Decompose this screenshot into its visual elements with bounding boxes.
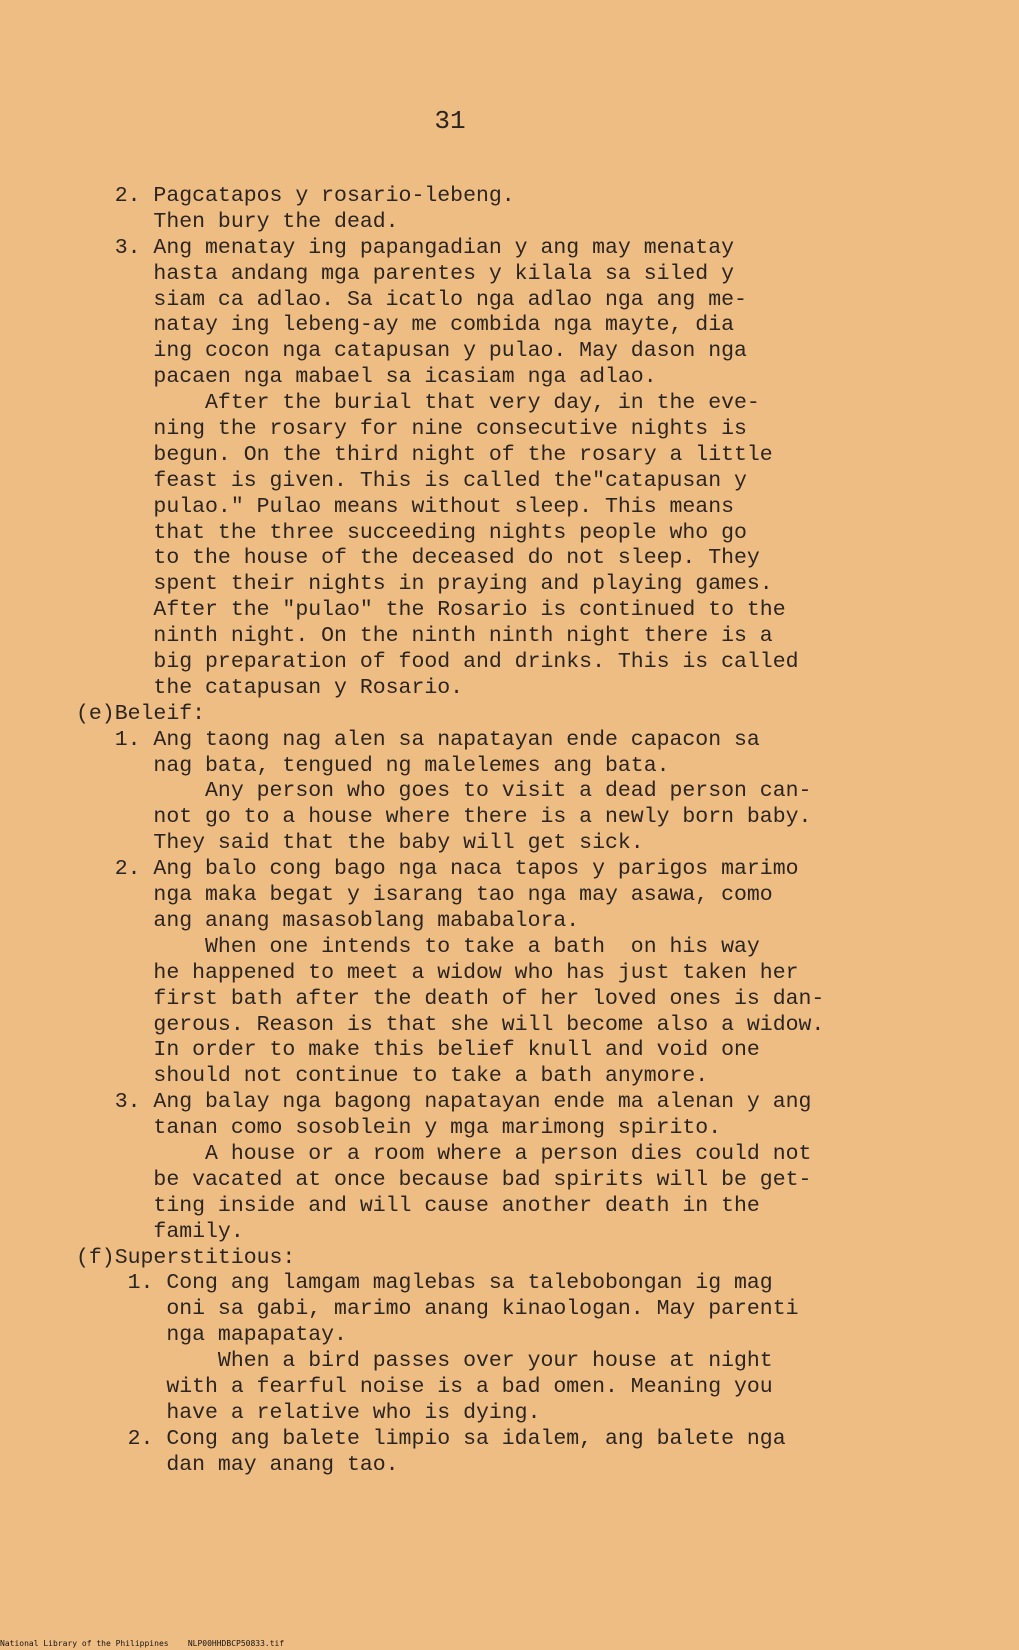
text-line: spent their nights in praying and playing games. bbox=[76, 572, 773, 597]
text-line: the catapusan y Rosario. bbox=[76, 675, 464, 700]
text-line: 2. Cong ang balete limpio sa idalem, ang balete nga bbox=[76, 1426, 786, 1451]
text-line: When one intends to take a bath on his way bbox=[76, 934, 760, 959]
text-line: first bath after the death of her loved ones is dan- bbox=[76, 986, 825, 1011]
text-line: natay ing lebeng-ay me combida nga mayte, dia bbox=[76, 313, 735, 338]
section-heading: (e)Beleif: bbox=[76, 701, 206, 726]
text-line: 2. Pagcatapos y rosario-lebeng. bbox=[76, 184, 515, 208]
text-line: ang anang masasoblang mababalora. bbox=[76, 908, 580, 933]
text-line: ing cocon nga catapusan y pulao. May dason nga bbox=[76, 339, 747, 364]
text-line: nga mapapatay. bbox=[76, 1323, 347, 1348]
text-line: pulao." Pulao means without sleep. This means bbox=[76, 494, 735, 519]
text-line: ning the rosary for nine consecutive nights is bbox=[76, 417, 747, 442]
text-line: to the house of the deceased do not sleep. They bbox=[76, 546, 760, 571]
text-line: gerous. Reason is that she will become also a widow. bbox=[76, 1012, 825, 1037]
text-line: 3. Ang menatay ing papangadian y ang may menatay bbox=[76, 235, 735, 260]
text-line: pacaen nga mabael sa icasiam nga adlao. bbox=[76, 365, 657, 390]
text-line: be vacated at once because bad spirits will be get- bbox=[76, 1167, 812, 1192]
text-line: oni sa gabi, marimo anang kinaologan. May parenti bbox=[76, 1297, 799, 1322]
text-line: 3. Ang balay nga bagong napatayan ende ma alenan y ang bbox=[76, 1090, 812, 1115]
text-line: begun. On the third night of the rosary a little bbox=[76, 442, 773, 467]
text-line: nag bata, tengued ng malelemes ang bata. bbox=[76, 753, 670, 778]
text-line: In order to make this belief knull and void one bbox=[76, 1038, 760, 1063]
text-line: not go to a house where there is a newly born baby. bbox=[76, 805, 812, 830]
text-line: feast is given. This is called the"catapusan y bbox=[76, 468, 747, 493]
text-line: After the burial that very day, in the eve- bbox=[76, 391, 760, 416]
text-line: 1. Cong ang lamgam maglebas sa talebobongan ig mag bbox=[76, 1271, 773, 1296]
text-line: nga maka begat y isarang tao nga may asawa, como bbox=[76, 883, 773, 908]
text-line: with a fearful noise is a bad omen. Meaning you bbox=[76, 1374, 773, 1399]
text-line: family. bbox=[76, 1219, 244, 1244]
footer-file-id: NLP00HHDBCP50833.tif bbox=[187, 1639, 285, 1648]
text-line: ninth night. On the ninth ninth night there is a bbox=[76, 624, 773, 649]
archive-footer bbox=[0, 1639, 1019, 1648]
text-line: A house or a room where a person dies could not bbox=[76, 1141, 812, 1166]
text-line: 2. Ang balo cong bago nga naca tapos y parigos marimo bbox=[76, 857, 799, 882]
text-line: Then bury the dead. bbox=[76, 209, 399, 234]
text-line: should not continue to take a bath anymore. bbox=[76, 1064, 709, 1089]
text-line: he happened to meet a widow who has just taken her bbox=[76, 960, 799, 985]
text-line: have a relative who is dying. bbox=[76, 1400, 541, 1425]
text-line: hasta andang mga parentes y kilala sa siled y bbox=[76, 261, 735, 286]
text-line: that the three succeeding nights people who go bbox=[76, 520, 747, 545]
text-line: When a bird passes over your house at night bbox=[76, 1349, 773, 1374]
text-line: Any person who goes to visit a dead person can- bbox=[76, 779, 812, 804]
section-heading: (f)Superstitious: bbox=[76, 1245, 296, 1270]
text-line: big preparation of food and drinks. This is called bbox=[76, 650, 799, 675]
text-line: They said that the baby will get sick. bbox=[76, 831, 644, 856]
text-line: 1. Ang taong nag alen sa napatayan ende capacon sa bbox=[76, 727, 760, 752]
text-line: siam ca adlao. Sa icatlo nga adlao nga ang me- bbox=[76, 287, 747, 312]
text-line: dan may anang tao. bbox=[76, 1452, 399, 1477]
document-body bbox=[76, 184, 1006, 1479]
footer-library: National Library of the Philippines bbox=[0, 1639, 169, 1648]
text-line: tanan como sosoblein y mga marimong spirito. bbox=[76, 1116, 722, 1141]
page-number: 31 bbox=[434, 106, 466, 136]
text-line: ting inside and will cause another death in the bbox=[76, 1193, 760, 1218]
text-line: After the "pulao" the Rosario is continued to the bbox=[76, 598, 786, 623]
